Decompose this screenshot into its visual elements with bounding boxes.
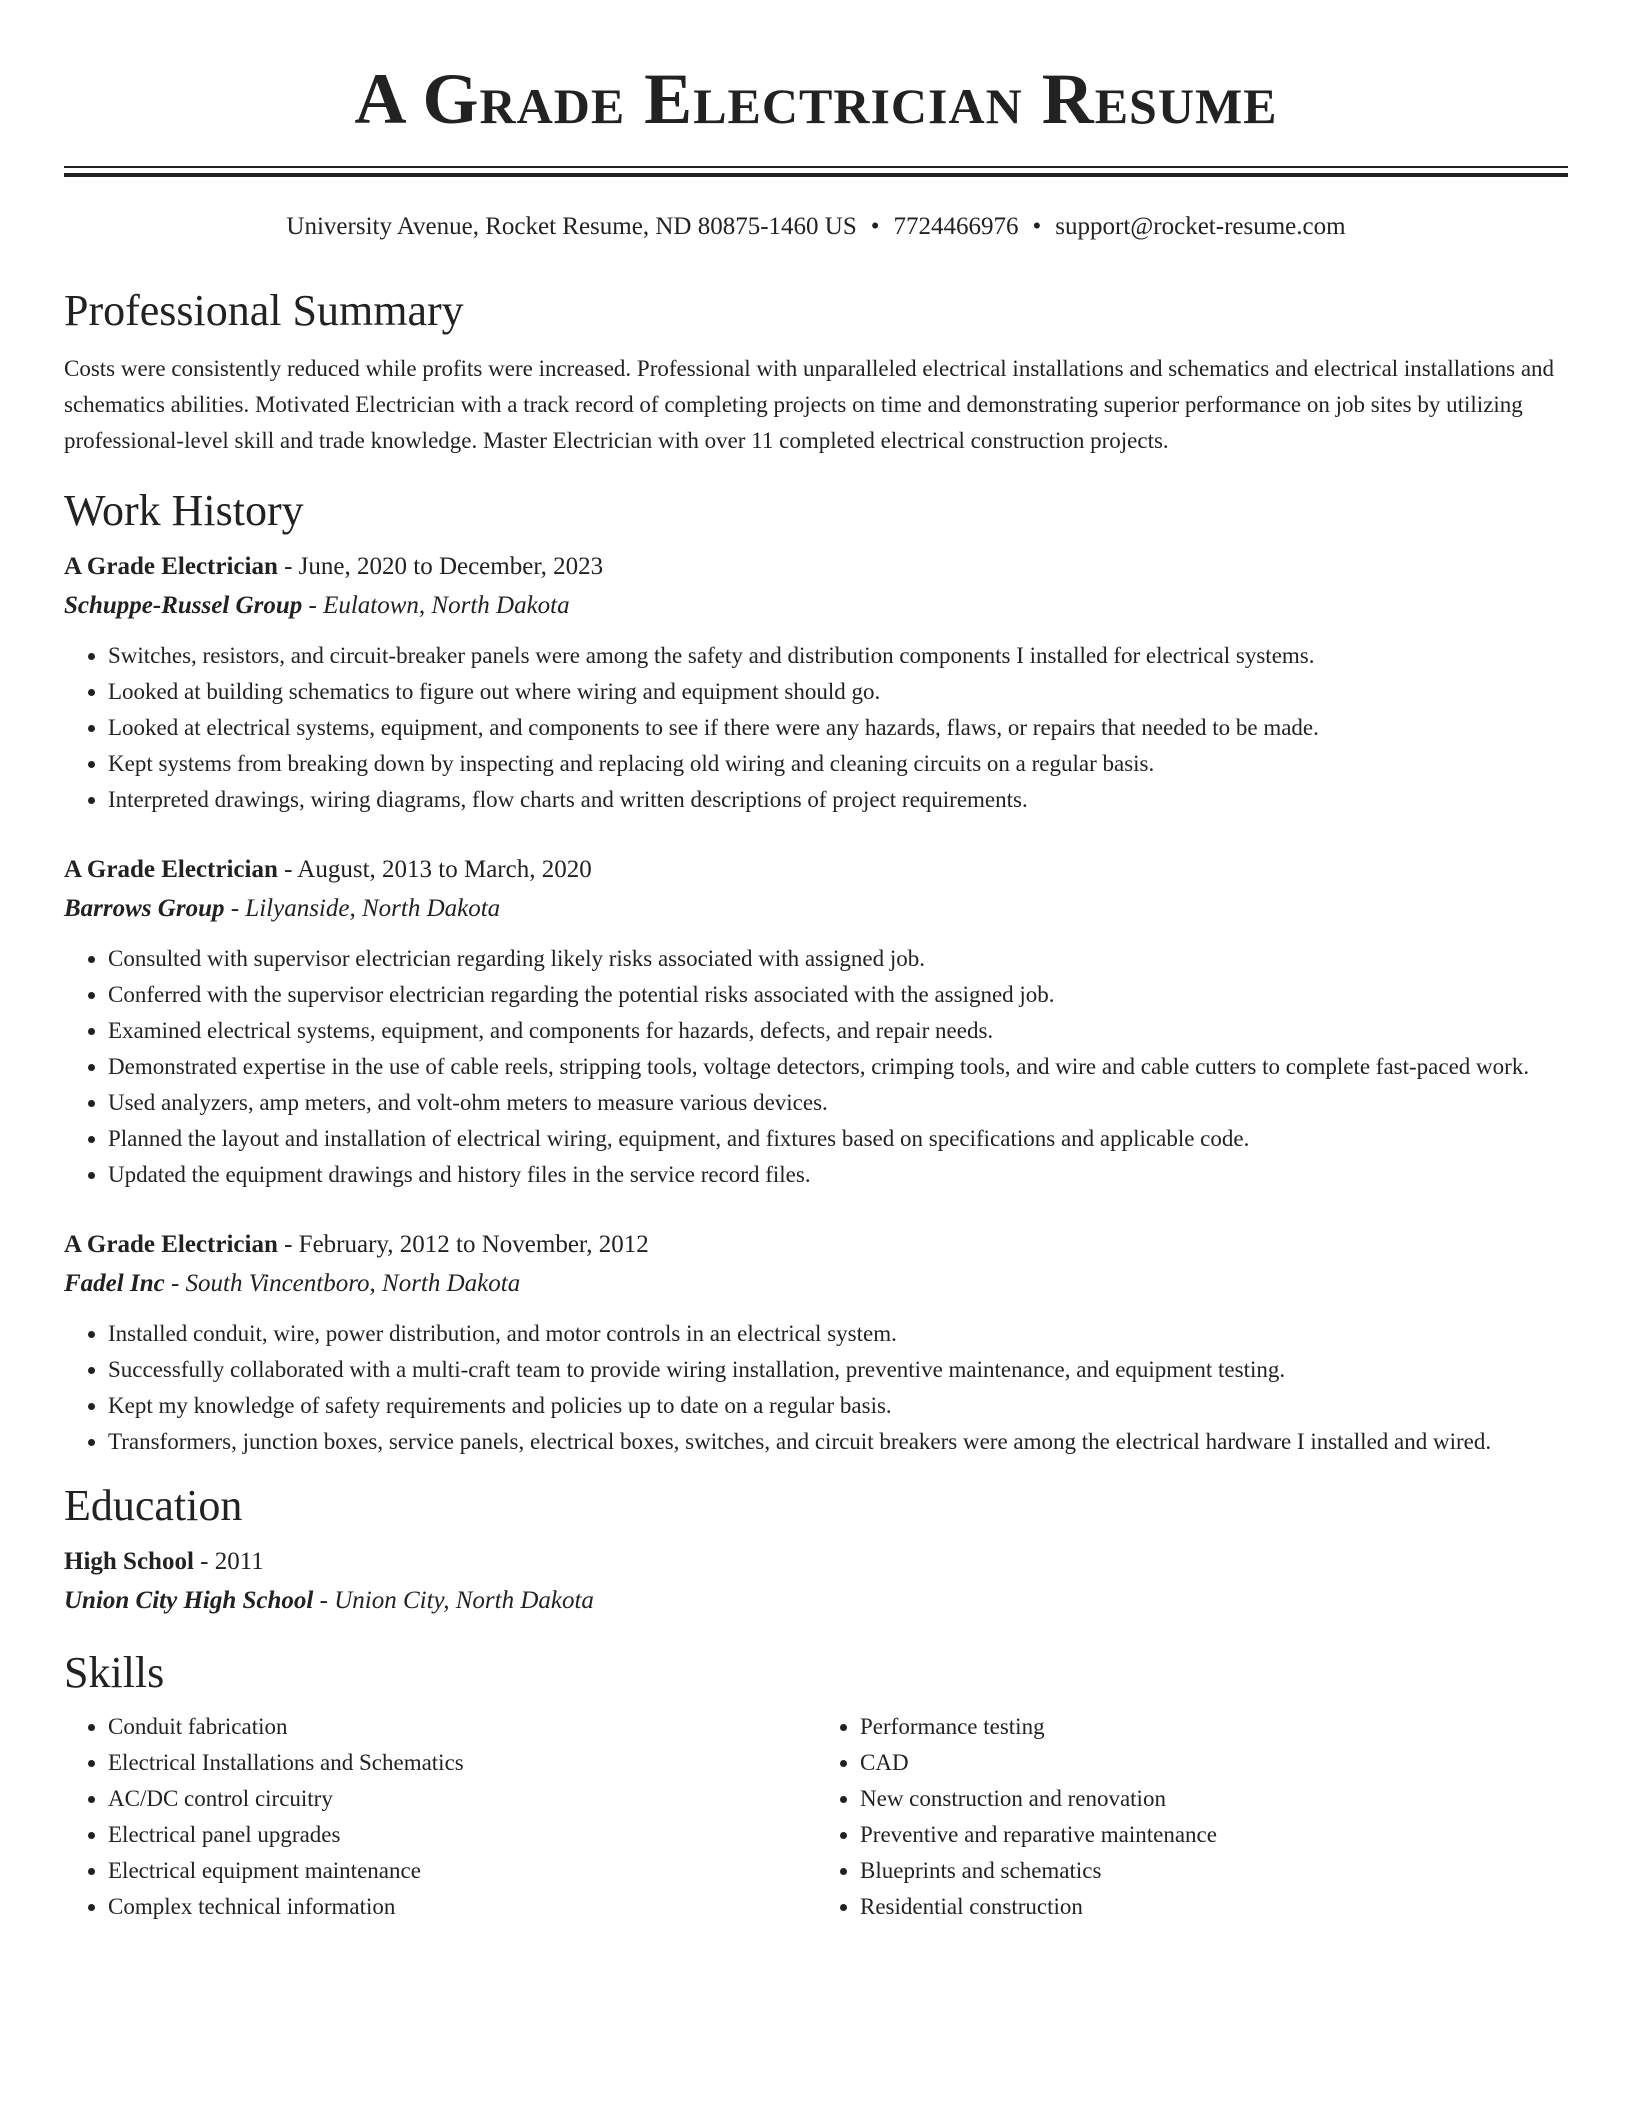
job-location: - Lilyanside, North Dakota (224, 895, 501, 922)
job-entry (64, 852, 1568, 1193)
job-company-line (64, 1266, 1568, 1302)
job-title-line (64, 1227, 1568, 1263)
job-dates: - February, 2012 to November, 2012 (277, 1231, 649, 1258)
job-duty: • Consulted with supervisor electrician regarding likely risks associated with assigned job. (108, 941, 1568, 977)
job-duties-list (64, 638, 1568, 818)
job-duty: • Switches, resistors, and circuit-breaker panels were among the safety and distribution components I installed for electrical systems. (108, 638, 1568, 674)
job-role: A Grade Electrician (64, 856, 278, 883)
skill-item: • Preventive and reparative maintenance (860, 1817, 1568, 1853)
job-location: - South Vincentboro, North Dakota (164, 1270, 521, 1297)
skill-item: • Electrical equipment maintenance (108, 1853, 816, 1889)
resume-title: A Grade Electrician Resume (354, 59, 1278, 139)
job-dates: - June, 2020 to December, 2023 (277, 553, 604, 580)
skill-item: • New construction and renovation (860, 1781, 1568, 1817)
job-company-line (64, 891, 1568, 927)
title-rule-thin (64, 166, 1568, 168)
skills-list-right (816, 1709, 1568, 1925)
job-duty: • Demonstrated expertise in the use of cable reels, stripping tools, voltage detectors, crimping tools, and wire and cable cutters to complete fast-paced work. (108, 1049, 1568, 1085)
job-company: Barrows Group (64, 895, 225, 922)
skill-item: • Residential construction (860, 1889, 1568, 1925)
job-company-line (64, 588, 1568, 624)
job-duty: • Updated the equipment drawings and history files in the service record files. (108, 1157, 1568, 1193)
job-duty: • Conferred with the supervisor electrician regarding the potential risks associated with the assigned job. (108, 977, 1568, 1013)
education-school-line (64, 1583, 1568, 1619)
skill-item: • CAD (860, 1745, 1568, 1781)
job-duties-list (64, 941, 1568, 1193)
contact-separator: • (1032, 213, 1042, 240)
skill-item: • Conduit fabrication (108, 1709, 816, 1745)
job-company: Schuppe-Russel Group (64, 592, 303, 619)
job-duty: • Used analyzers, amp meters, and volt-ohm meters to measure various devices. (108, 1085, 1568, 1121)
education-school: Union City High School (64, 1587, 314, 1614)
skill-item: • Complex technical information (108, 1889, 816, 1925)
education-location: - Union City, North Dakota (313, 1587, 594, 1614)
title-rule-thick (64, 173, 1568, 177)
job-duty: • Planned the layout and installation of electrical wiring, equipment, and fixtures based on specifications and applicable code. (108, 1121, 1568, 1157)
section-heading-summary: Professional Summary (64, 286, 464, 335)
contact-line (64, 211, 1568, 243)
skill-item: • Blueprints and schematics (860, 1853, 1568, 1889)
job-role: A Grade Electrician (64, 553, 278, 580)
education-degree: High School (64, 1548, 194, 1575)
job-duty: • Examined electrical systems, equipment, and components for hazards, defects, and repair needs. (108, 1013, 1568, 1049)
skill-item: • AC/DC control circuitry (108, 1781, 816, 1817)
contact-phone: 7724466976 (893, 213, 1019, 240)
job-duty: • Looked at building schematics to figure out where wiring and equipment should go. (108, 674, 1568, 710)
skill-item: • Performance testing (860, 1709, 1568, 1745)
job-duty: • Successfully collaborated with a multi-craft team to provide wiring installation, preventive maintenance, and equipment testing. (108, 1352, 1568, 1388)
job-entry (64, 549, 1568, 818)
job-duty: • Looked at electrical systems, equipment, and components to see if there were any hazards, flaws, or repairs that needed to be made. (108, 710, 1568, 746)
job-duty: • Interpreted drawings, wiring diagrams, flow charts and written descriptions of project requirements. (108, 782, 1568, 818)
skills-columns (64, 1709, 1568, 1925)
job-role: A Grade Electrician (64, 1231, 278, 1258)
job-title-line (64, 852, 1568, 888)
section-heading-education: Education (64, 1481, 243, 1530)
section-heading-skills: Skills (64, 1648, 165, 1697)
job-entry (64, 1227, 1568, 1460)
job-company: Fadel Inc (64, 1270, 165, 1297)
job-duty: • Transformers, junction boxes, service panels, electrical boxes, switches, and circuit breakers were among the electrical hardware I installed and wired. (108, 1424, 1568, 1460)
resume-content (64, 0, 1568, 1925)
job-dates: - August, 2013 to March, 2020 (277, 856, 592, 883)
job-title-line (64, 549, 1568, 585)
skills-list-left (64, 1709, 816, 1925)
section-heading-work-history: Work History (64, 486, 304, 535)
summary-text: Costs were consistently reduced while profits were increased. Professional with unparalleled electrical installations and schematics and electrical installations and schematics abilities. Motivated Electrician with a track record of completing projects on time and demonstrating superior performance on job sites by utilizing professional-level skill and trade knowledge. Master Electrician with over 11 completed electrical construction projects. (64, 356, 1555, 453)
education-year: - 2011 (193, 1548, 264, 1575)
job-duty: • Kept systems from breaking down by inspecting and replacing old wiring and cleaning circuits on a regular basis. (108, 746, 1568, 782)
job-location: - Eulatown, North Dakota (302, 592, 570, 619)
contact-address: University Avenue, Rocket Resume, ND 80875-1460 US (286, 213, 857, 240)
job-duty: • Installed conduit, wire, power distribution, and motor controls in an electrical system. (108, 1316, 1568, 1352)
skill-item: • Electrical Installations and Schematics (108, 1745, 816, 1781)
skill-item: • Electrical panel upgrades (108, 1817, 816, 1853)
contact-email: support@rocket-resume.com (1055, 213, 1346, 240)
job-duties-list (64, 1316, 1568, 1460)
education-degree-line (64, 1544, 1568, 1580)
contact-separator: • (870, 213, 880, 240)
job-duty: • Kept my knowledge of safety requirements and policies up to date on a regular basis. (108, 1388, 1568, 1424)
